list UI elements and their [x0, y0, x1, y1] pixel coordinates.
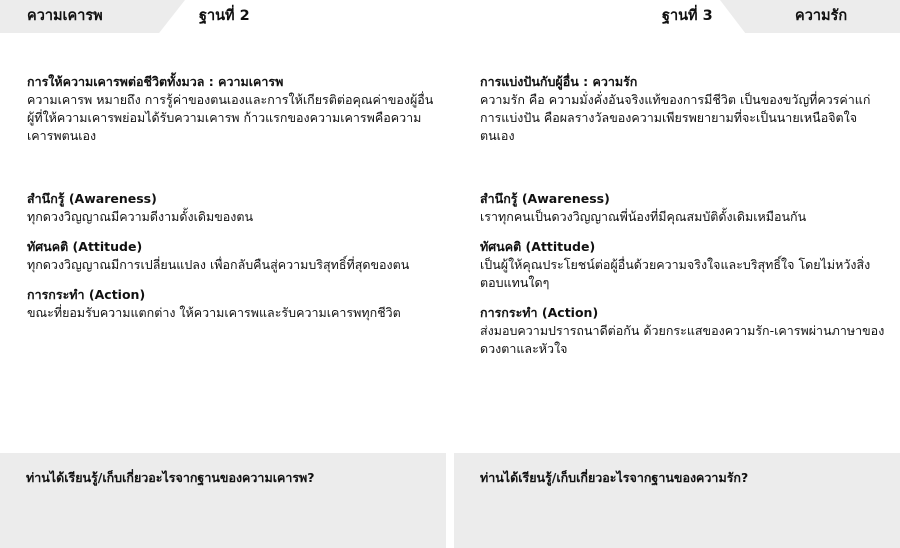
left-station-label: ฐานที่ 2	[199, 8, 250, 24]
right-action-title: การกระทำ (Action)	[480, 305, 599, 320]
right-awareness-text: เราทุกคนเป็นดวงวิญญาณพี่น้องที่มีคุณสมบัติดั้งเดิมเหมือนกัน	[480, 209, 807, 224]
left-reflection-question: ท่านได้เรียนรู้/เก็บเกี่ยวอะไรจากฐานของความเคารพ?	[26, 470, 315, 485]
left-intro-section	[27, 73, 437, 145]
right-attitude-section	[480, 238, 890, 292]
left-section-title: การให้ความเคารพต่อชีวิตทั้งมวล : ความเคารพ	[27, 74, 284, 89]
left-attitude-title: ทัศนคติ (Attitude)	[27, 239, 143, 254]
right-tag-label: ความรัก	[795, 8, 848, 24]
left-awareness-text: ทุกดวงวิญญาณมีความดีงามดั้งเดิมของตน	[27, 209, 254, 224]
right-attitude-title: ทัศนคติ (Attitude)	[480, 239, 596, 254]
right-awareness-title: สำนึกรู้ (Awareness)	[480, 191, 610, 206]
left-intro-text: ความเคารพ หมายถึง การรู้ค่าของตนเองและการให้เกียรติต่อคุณค่าของผู้อื่น ผู้ที่ให้ความเคารพย่อมได้รับความเคารพ ก้าวแรกของความเคารพคือความเคารพตนเอง	[27, 92, 434, 143]
left-action-text: ขณะที่ยอมรับความแตกต่าง ให้ความเคารพและรับความเคารพทุกชีวิต	[27, 305, 401, 320]
right-awareness-section	[480, 190, 890, 226]
right-action-text: ส่งมอบความปรารถนาดีต่อกัน ด้วยกระแสของความรัก-เคารพผ่านภาษาของดวงตาและหัวใจ	[480, 323, 885, 356]
right-intro-text: ความรัก คือ ความมั่งคั่งอันจริงแท้ของการมีชีวิต เป็นของขวัญที่ควรค่าแก่การแบ่งปัน คือผลรางวัลของความเพียรพยายามที่จะเป็นนายเหนือจิตใจตนเอง	[480, 92, 871, 143]
left-action-section	[27, 286, 437, 322]
left-tag-label: ความเคารพ	[27, 8, 103, 24]
left-attitude-section	[27, 238, 437, 274]
left-awareness-title: สำนึกรู้ (Awareness)	[27, 191, 157, 206]
right-action-section	[480, 304, 890, 358]
right-reflection-box[interactable]	[454, 453, 900, 548]
right-station-label: ฐานที่ 3	[662, 8, 713, 24]
right-intro-section	[480, 73, 890, 145]
right-section-title: การแบ่งปันกับผู้อื่น : ความรัก	[480, 74, 638, 89]
left-awareness-section	[27, 190, 437, 226]
left-action-title: การกระทำ (Action)	[27, 287, 146, 302]
left-reflection-box[interactable]	[0, 453, 446, 548]
right-reflection-question: ท่านได้เรียนรู้/เก็บเกี่ยวอะไรจากฐานของความรัก?	[480, 470, 749, 485]
left-attitude-text: ทุกดวงวิญญาณมีการเปลี่ยนแปลง เพื่อกลับคืนสู่ความบริสุทธิ์ที่สุดของตน	[27, 257, 410, 272]
right-attitude-text: เป็นผู้ให้คุณประโยชน์ต่อผู้อื่นด้วยความจริงใจและบริสุทธิ์ใจ โดยไม่หวังสิ่งตอบแทนใดๆ	[480, 257, 871, 290]
